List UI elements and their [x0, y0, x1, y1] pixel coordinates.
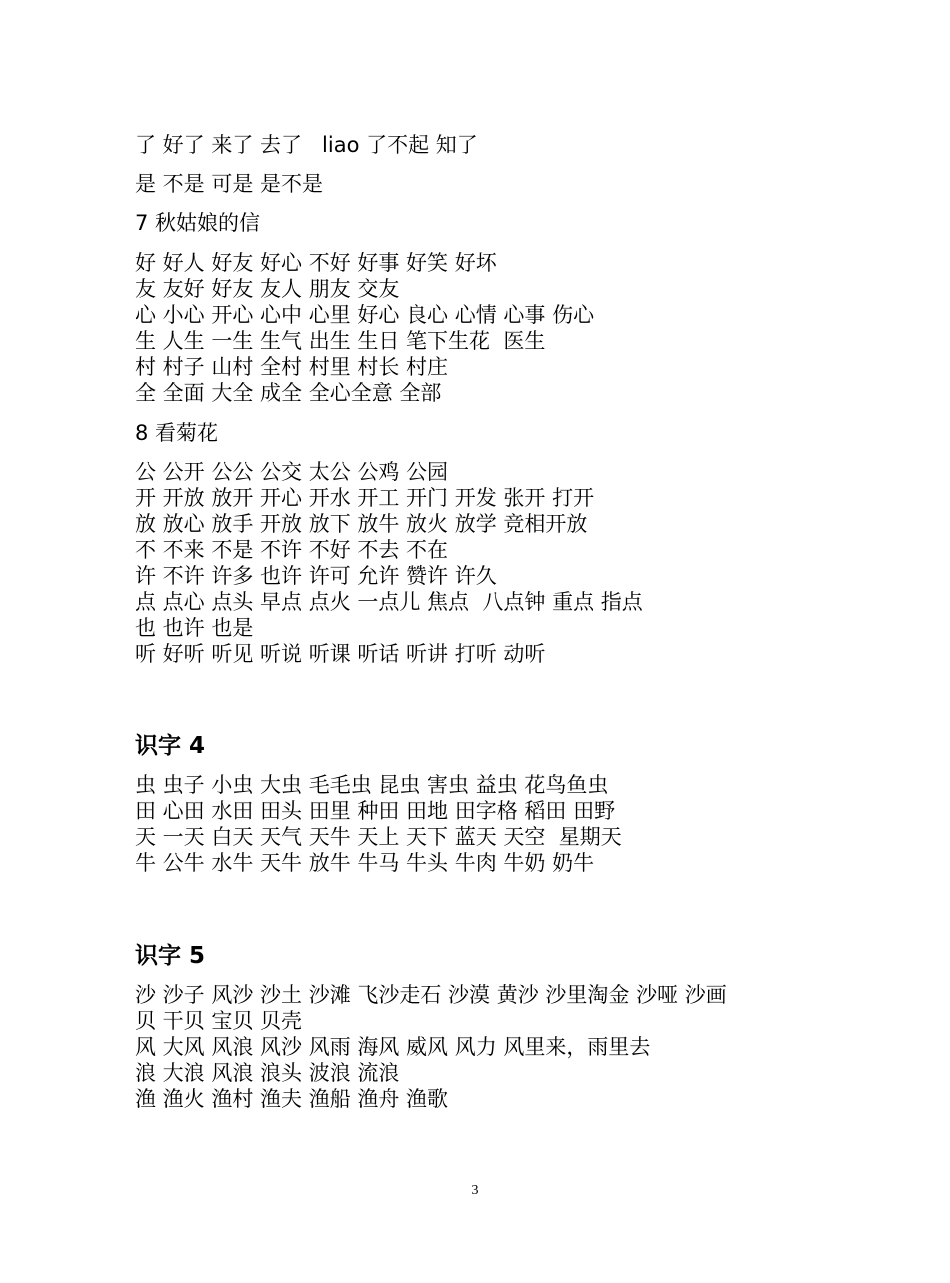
word-line: 了 好了 来了 去了 liao 了不起 知了 — [135, 133, 478, 157]
word-line: 牛 公牛 水牛 天牛 放牛 牛马 牛头 牛肉 牛奶 奶牛 — [135, 851, 595, 875]
word-line: 渔 渔火 渔村 渔夫 渔船 渔舟 渔歌 — [135, 1087, 449, 1111]
word-line: 放 放心 放手 开放 放下 放牛 放火 放学 竞相开放 — [135, 512, 588, 536]
word-line: 是 不是 可是 是不是 — [135, 172, 324, 196]
word-line: 沙 沙子 风沙 沙土 沙滩 飞沙走石 沙漠 黄沙 沙里淘金 沙哑 沙画 — [135, 983, 727, 1007]
word-line: 听 好听 听见 听说 听课 听话 听讲 打听 动听 — [135, 642, 546, 666]
section-heading: 识字 5 — [135, 943, 206, 969]
word-line: 好 好人 好友 好心 不好 好事 好笑 好坏 — [135, 251, 497, 275]
word-line: 开 开放 放开 开心 开水 开工 开门 开发 张开 打开 — [135, 486, 595, 510]
word-line: 虫 虫子 小虫 大虫 毛毛虫 昆虫 害虫 益虫 花鸟鱼虫 — [135, 773, 609, 797]
word-line: 风 大风 风浪 风沙 风雨 海风 威风 风力 风里来，雨里去 — [135, 1035, 651, 1059]
word-line: 心 小心 开心 心中 心里 好心 良心 心情 心事 伤心 — [135, 303, 595, 327]
word-line: 浪 大浪 风浪 浪头 波浪 流浪 — [135, 1061, 400, 1085]
word-line: 村 村子 山村 全村 村里 村长 村庄 — [135, 355, 449, 379]
word-line: 点 点心 点头 早点 点火 一点儿 焦点 八点钟 重点 指点 — [135, 590, 643, 614]
word-line: 天 一天 白天 天气 天牛 天上 天下 蓝天 天空 星期天 — [135, 825, 622, 849]
word-line: 友 友好 好友 友人 朋友 交友 — [135, 277, 400, 301]
lesson-title: 7 秋姑娘的信 — [135, 211, 261, 235]
word-line: 生 人生 一生 生气 出生 生日 笔下生花 医生 — [135, 329, 546, 353]
word-line: 也 也许 也是 — [135, 616, 254, 640]
lesson-title: 8 看菊花 — [135, 421, 219, 445]
page-number: 3 — [471, 1183, 479, 1198]
word-line: 不 不来 不是 不许 不好 不去 不在 — [135, 538, 449, 562]
word-line: 贝 干贝 宝贝 贝壳 — [135, 1009, 303, 1033]
word-line: 公 公开 公公 公交 太公 公鸡 公园 — [135, 460, 449, 484]
word-line: 全 全面 大全 成全 全心全意 全部 — [135, 381, 442, 405]
section-heading: 识字 4 — [135, 733, 206, 759]
word-line: 许 不许 许多 也许 许可 允许 赞许 许久 — [135, 564, 497, 588]
word-line: 田 心田 水田 田头 田里 种田 田地 田字格 稻田 田野 — [135, 799, 616, 823]
